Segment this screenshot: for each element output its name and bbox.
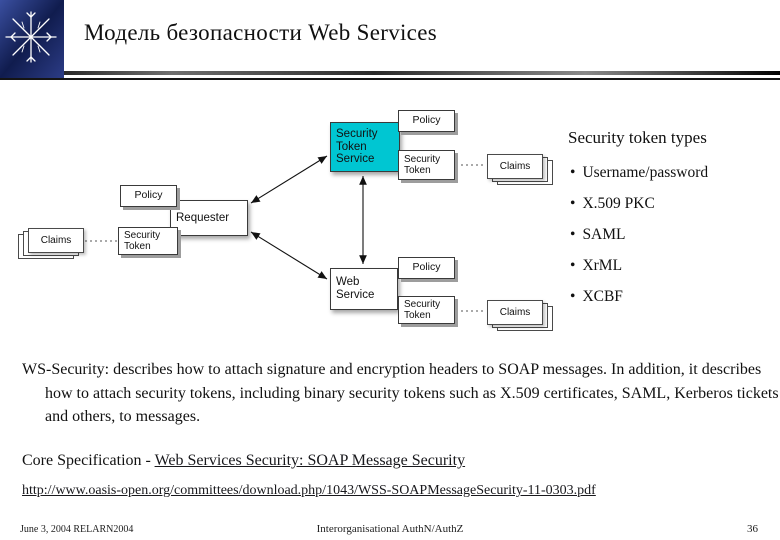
- token-type-label: Username/password: [582, 164, 709, 181]
- policy-label: Policy: [134, 189, 163, 202]
- security-token-label: Security Token: [404, 153, 441, 176]
- sts-box: [330, 122, 400, 172]
- arrow-requester-webservice: [251, 232, 327, 279]
- security-token-box-sts: [398, 150, 455, 180]
- snowflake-icon: [6, 12, 56, 62]
- logo-background: [0, 0, 64, 78]
- title-divider-top: [0, 71, 780, 75]
- web-service-label: Web Service: [336, 276, 375, 301]
- bullet-glyph: •: [570, 226, 576, 243]
- token-type-item: [570, 226, 774, 244]
- core-spec-link[interactable]: Web Services Security: SOAP Message Security: [154, 452, 466, 469]
- snowflake-logo: [0, 0, 64, 78]
- token-type-item: [570, 164, 774, 182]
- claims-stack-requester: [28, 228, 84, 253]
- token-types-panel: [568, 128, 774, 319]
- token-types-heading: Security token types: [568, 128, 707, 147]
- core-spec-line: [22, 452, 465, 470]
- diagram-connectors: [0, 100, 560, 340]
- footer-page-number: 36: [747, 523, 758, 535]
- claims-sheet-front: [487, 300, 543, 325]
- claims-label: Claims: [40, 235, 72, 246]
- claims-stack-sts: [487, 154, 543, 179]
- requester-box: [170, 200, 248, 236]
- token-type-item: [570, 195, 774, 213]
- requester-label: Requester: [176, 211, 230, 224]
- policy-box-requester: [120, 185, 177, 207]
- spec-url-line: [22, 483, 596, 499]
- bullet-glyph: •: [570, 288, 576, 305]
- security-token-box-web-service: [398, 296, 455, 324]
- policy-label: Policy: [412, 261, 441, 274]
- arrow-requester-sts: [251, 156, 327, 203]
- security-token-box-requester: [118, 227, 178, 255]
- policy-box-sts: [398, 110, 455, 132]
- bullet-glyph: •: [570, 164, 576, 181]
- policy-label: Policy: [412, 114, 441, 127]
- bullet-glyph: •: [570, 195, 576, 212]
- title-divider-bottom: [0, 78, 780, 80]
- spec-url-link[interactable]: http://www.oasis-open.org/committees/download.php/1043/WSS-SOAPMessageSecurity-11-0303.pdf: [22, 483, 596, 498]
- sts-label: Security Token Service: [336, 127, 378, 166]
- footer-center-title: Interorganisational AuthN/AuthZ: [316, 523, 464, 535]
- token-type-label: XCBF: [582, 288, 623, 305]
- token-type-item: [570, 288, 774, 306]
- claims-label: Claims: [499, 307, 531, 318]
- policy-box-web-service: [398, 257, 455, 279]
- security-token-label: Security Token: [124, 229, 161, 252]
- claims-sheet-front: [28, 228, 84, 253]
- ws-security-paragraph: WS-Security: describes how to attach signature and encryption headers to SOAP messages. In addition, it describes how to attach security tokens, including binary security tokens such as X.509 certificates, SAML, Kerberos tickets and others, to messages.: [22, 361, 779, 425]
- claims-label: Claims: [499, 161, 531, 172]
- core-spec-prefix: Core Specification -: [22, 452, 155, 469]
- claims-sheet-front: [487, 154, 543, 179]
- token-type-label: XrML: [582, 257, 623, 274]
- token-type-label: SAML: [582, 226, 626, 243]
- web-service-box: [330, 268, 398, 310]
- ws-trust-diagram: [0, 100, 560, 340]
- token-type-item: [570, 257, 774, 275]
- footer-date: June 3, 2004 RELARN2004: [20, 524, 134, 535]
- bullet-glyph: •: [570, 257, 576, 274]
- token-types-list: [570, 164, 774, 306]
- claims-stack-web-service: [487, 300, 543, 325]
- security-token-label: Security Token: [404, 298, 441, 321]
- slide-title: Модель безопасности Web Services: [84, 20, 437, 45]
- token-type-label: X.509 PKC: [582, 195, 655, 212]
